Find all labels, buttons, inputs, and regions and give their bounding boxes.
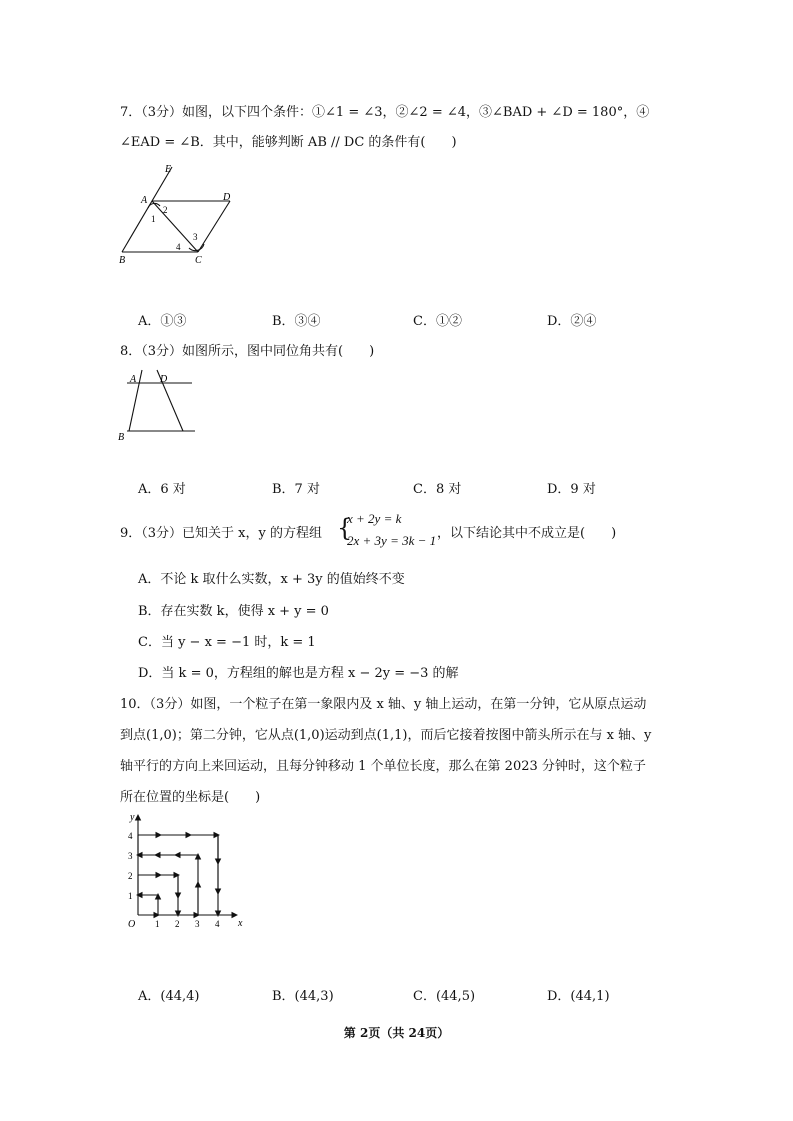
q7-figure xyxy=(112,160,252,265)
label-B: B xyxy=(118,432,125,443)
x-axis-label: x xyxy=(238,918,243,929)
q9-prefix: 9．（3分）已知关于 x，y 的方程组 xyxy=(120,526,322,541)
q7-option-d[interactable]: D．②④ xyxy=(547,314,597,329)
label-C: C xyxy=(195,255,202,265)
q7-option-a[interactable]: A．①③ xyxy=(138,314,187,329)
origin-label: O xyxy=(128,919,136,930)
q10-line-1: 10．（3分）如图，一个粒子在第一象限内及 x 轴、y 轴上运动，在第一分钟，它从原点运动 xyxy=(120,697,647,712)
q9-option-a[interactable]: A．不论 k 取什么实数，x + 3y 的值始终不变 xyxy=(138,572,405,587)
y-tick-3: 3 xyxy=(128,851,133,861)
q8-line-1: 8．（3分）如图所示，图中同位角共有( ) xyxy=(120,344,375,359)
q9-equation-1: x + 2y = k xyxy=(347,511,402,526)
q9-brace: { xyxy=(337,514,353,542)
label-E: E xyxy=(165,164,172,175)
line-AC xyxy=(152,201,198,252)
q7-line-2: ∠EAD = ∠B．其中，能够判断 AB // DC 的条件有( ) xyxy=(120,135,457,150)
q7-option-c[interactable]: C．①② xyxy=(413,314,462,329)
label-D: D xyxy=(223,192,231,203)
q8-option-c[interactable]: C．8 对 xyxy=(413,482,462,497)
q8-option-d[interactable]: D．9 对 xyxy=(547,482,596,497)
x-tick-3: 3 xyxy=(195,919,200,929)
q10-option-d[interactable]: D．(44,1) xyxy=(547,989,610,1004)
x-tick-1: 1 xyxy=(155,919,160,929)
q10-option-c[interactable]: C．(44,5) xyxy=(413,989,476,1004)
label-angle-1: 1 xyxy=(151,214,156,224)
label-A: A xyxy=(141,195,148,206)
label-A: A xyxy=(130,374,137,385)
q10-option-b[interactable]: B．(44,3) xyxy=(272,989,334,1004)
label-angle-3: 3 xyxy=(193,232,198,242)
label-D: D xyxy=(160,374,168,385)
label-B: B xyxy=(119,255,126,265)
q8-figure xyxy=(115,368,200,443)
q10-figure xyxy=(118,810,253,935)
y-tick-2: 2 xyxy=(128,871,133,881)
y-tick-4: 4 xyxy=(128,831,133,841)
q9-option-b[interactable]: B．存在实数 k，使得 x + y = 0 xyxy=(138,604,329,619)
q8-option-b[interactable]: B．7 对 xyxy=(272,482,320,497)
q10-line-4: 所在位置的坐标是( ) xyxy=(120,790,261,805)
page-footer: 第 2页（共 24页） xyxy=(343,1026,450,1040)
q9-equation-2: 2x + 3y = 3k − 1 xyxy=(347,533,437,548)
q8-option-a[interactable]: A．6 对 xyxy=(138,482,186,497)
q10-line-3: 轴平行的方向上来回运动，且每分钟移动 1 个单位长度，那么在第 2023 分钟时，这个粒子 xyxy=(120,759,646,774)
y-axis-label: y xyxy=(130,812,135,823)
q9-suffix: ，以下结论其中不成立是( ) xyxy=(437,526,617,541)
q10-line-2: 到点(1,0)；第二分钟，它从点(1,0)运动到点(1,1)，而后它接着按图中箭头所示在与 x 轴、y xyxy=(120,728,652,743)
line-CD xyxy=(198,201,230,252)
q7-line-1: 7．（3分）如图，以下四个条件：①∠1 = ∠3，②∠2 = ∠4，③∠BAD + ∠D = 180°，④ xyxy=(120,105,650,120)
q9-option-c[interactable]: C．当 y − x = −1 时，k = 1 xyxy=(138,635,316,650)
label-angle-4: 4 xyxy=(176,242,181,252)
q9-option-d[interactable]: D．当 k = 0，方程组的解也是方程 x − 2y = −3 的解 xyxy=(138,666,459,681)
q7-option-b[interactable]: B．③④ xyxy=(272,314,321,329)
x-tick-4: 4 xyxy=(215,919,220,929)
label-angle-2: 2 xyxy=(163,205,168,215)
y-tick-1: 1 xyxy=(128,891,133,901)
x-tick-2: 2 xyxy=(175,919,180,929)
q10-option-a[interactable]: A．(44,4) xyxy=(138,989,200,1004)
